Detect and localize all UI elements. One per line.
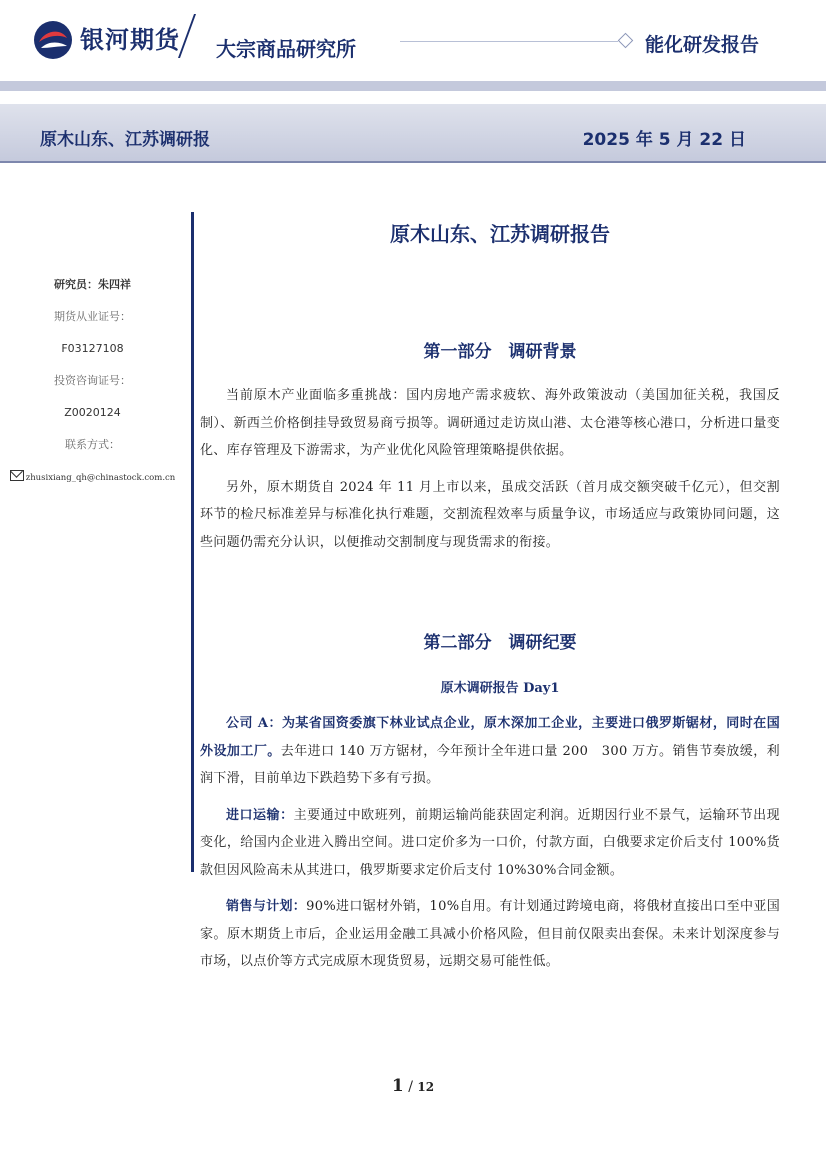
page-number: 1 <box>391 1076 404 1096</box>
import-transport-lead: 进口运输： <box>226 807 294 823</box>
paragraph: 另外，原木期货自 2024 年 11 月上市以来，虽成交活跃（首月成交额突破千亿元），但交割环节的检尺标准差异与标准化执行难题，交割流程效率与质量争议，市场适应与政策协同问题，这些问题仍需充分认识，以便推动交割制度与现货需求的衔接。 <box>200 479 780 550</box>
sales-plan-lead: 销售与计划： <box>226 899 307 914</box>
license-label: 期货从业证号： <box>54 310 131 323</box>
report-type: 能化研发报告 <box>645 34 760 56</box>
sidebar-divider <box>191 212 194 872</box>
section-heading-1: 第一部分 调研背景 <box>423 342 577 362</box>
section-heading-2: 第二部分 调研纪要 <box>423 633 577 653</box>
title-band-rule <box>0 161 826 163</box>
report-subtitle: 原木山东、江苏调研报 <box>40 130 210 150</box>
page-total: 12 <box>417 1080 435 1094</box>
institute-name: 大宗商品研究所 <box>216 37 356 61</box>
email-row[interactable] <box>0 470 185 502</box>
paragraph: 当前原木产业面临多重挑战：国内房地产需求疲软、海外政策波动（美国加征关税，我国反制）、新西兰价格倒挂导致贸易商亏损等。调研通过走访岚山港、太仓港等核心港口，分析进口量变化、库存管理及下游需求，为产业优化风险管理策略提供依据。 <box>200 388 780 458</box>
header-band <box>0 81 826 91</box>
page-footer <box>0 1076 826 1096</box>
author-sidebar <box>0 278 185 502</box>
consult-label: 投资咨询证号： <box>54 374 131 387</box>
consult-number: Z0020124 <box>64 406 121 419</box>
day-heading: 原木调研报告 Day1 <box>440 681 560 696</box>
mail-icon <box>10 470 24 481</box>
paragraph <box>200 802 780 885</box>
report-date: 2025 年 5 月 22 日 <box>582 130 746 150</box>
galaxy-logo-icon <box>33 20 73 60</box>
email-address[interactable]: zhusixiang_qh@chinastock.com.cn <box>25 473 176 483</box>
page-separator: / <box>408 1079 413 1095</box>
page-header <box>0 0 826 92</box>
company-a-lead: 公司 A：为某省国资委旗下林业试点企业，原木深加工企业，主要进口俄罗斯锯材，同时在国外设加工厂。 <box>200 716 780 759</box>
author-name: 研究员：朱四祥 <box>54 278 131 291</box>
paragraph-text: 90%进口锯材外销，10%自用。有计划通过跨境电商，将俄材直接出口至中亚国家。原木期货上市后，企业运用金融工具减小价格风险，但目前仅限卖出套保。未来计划深度参与市场，以点价等方式完成原木现货贸易，远期交易可能性低。 <box>200 899 780 969</box>
document-title: 原木山东、江苏调研报告 <box>390 222 610 246</box>
paragraph-text: 去年进口 140 万方锯材，今年预计全年进口量 200 300 万方。销售节奏放缓，利润下滑，目前单边下跌趋势下多有亏损。 <box>200 743 780 786</box>
paragraph-text: 主要通过中欧班列，前期运输尚能获固定利润。近期因行业不景气，运输环节出现变化，给国内企业进入腾出空间。进口定价多为一口价，付款方面，白俄要求定价后支付 100%货款但因风险高未从其进口，俄罗斯要求定价后支付 10%30%合同金额。 <box>200 807 780 878</box>
license-number: F03127108 <box>61 342 124 355</box>
contact-label: 联系方式： <box>65 438 120 451</box>
main-content <box>200 218 780 976</box>
paragraph <box>200 893 780 976</box>
diamond-icon <box>618 33 634 49</box>
brand-name: 银河期货 <box>80 26 180 54</box>
header-rule <box>400 41 618 42</box>
paragraph <box>200 710 780 793</box>
header-divider <box>178 14 196 58</box>
